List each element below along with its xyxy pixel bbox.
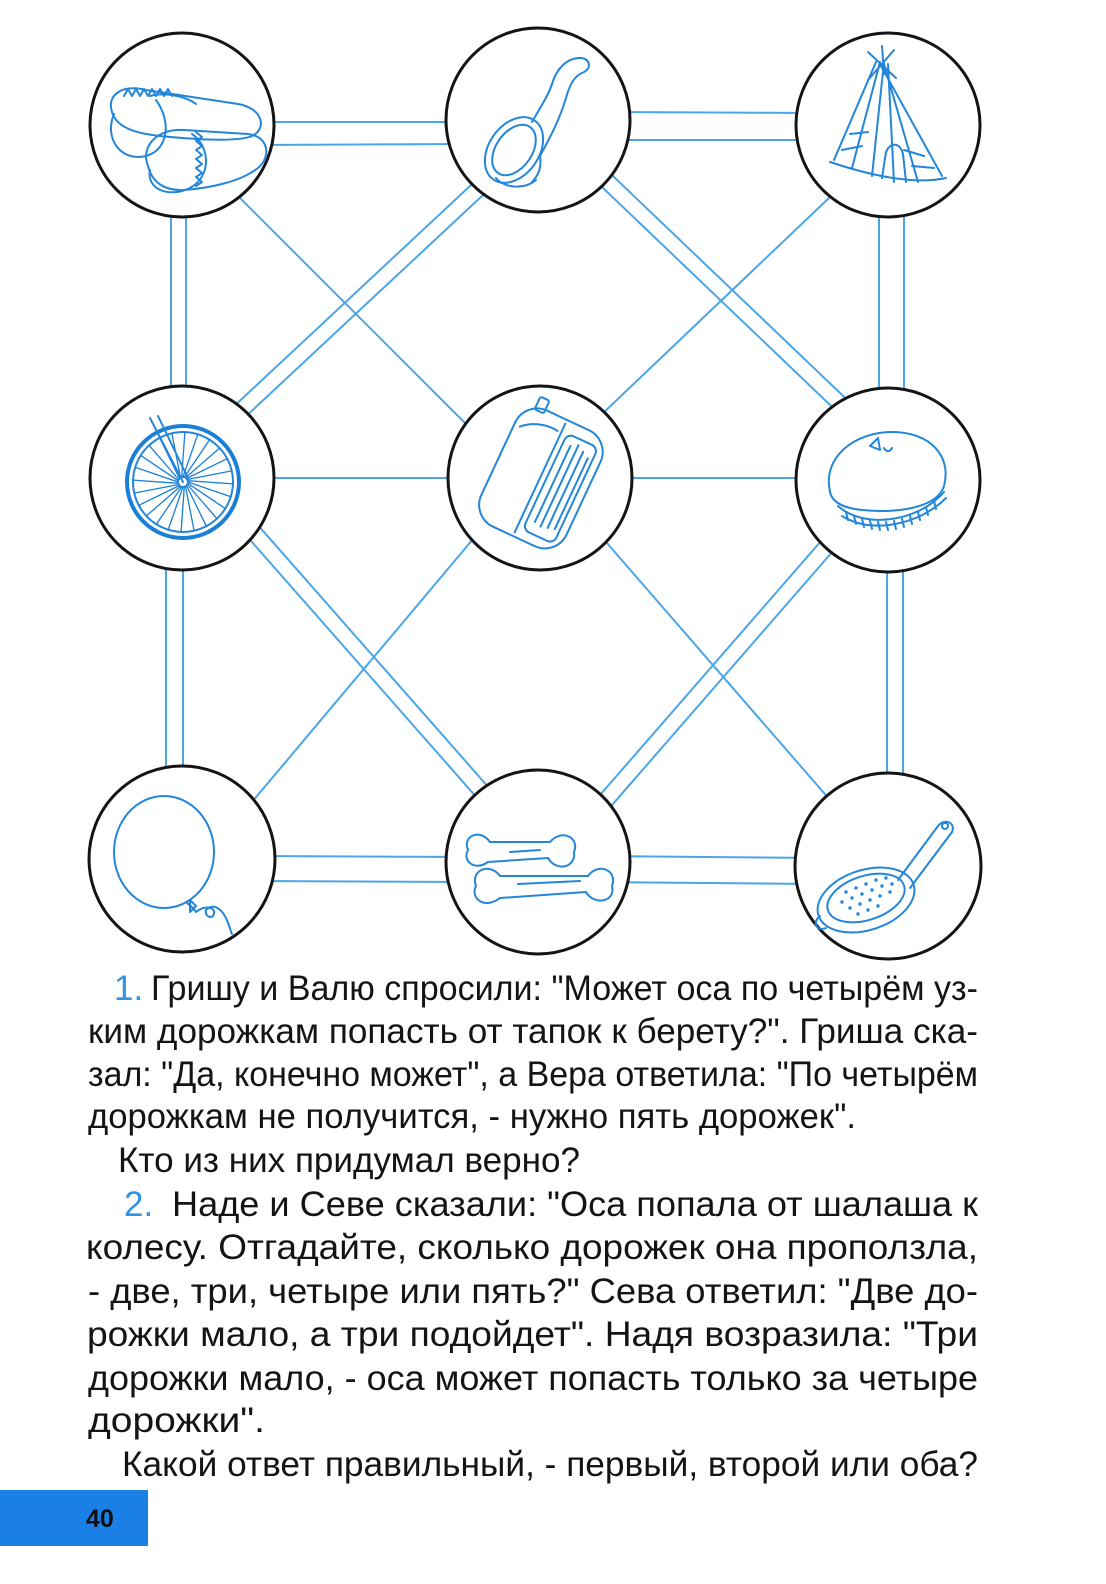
path-line: [215, 500, 500, 824]
node-circle: [446, 770, 630, 954]
page-number-tab: [0, 1490, 148, 1546]
node-dumbbells: [446, 770, 630, 954]
path-line: [592, 156, 862, 414]
task-1-line-4: дорожкам не получится, - нужно пять дорожек".: [88, 1097, 856, 1136]
task-2-line-3: - две, три, четыре или пять?" Сева ответил: "Две до-: [88, 1272, 978, 1311]
node-beret: [796, 388, 980, 572]
node-wheel: [90, 386, 274, 570]
path-line: [220, 507, 500, 840]
task-1-number: 1.: [114, 969, 144, 1008]
task-2-question: Какой ответ правильный, - первый, второй или оба?: [122, 1445, 978, 1484]
path-line: [580, 512, 850, 823]
task-2-line-2: колесу. Отгадайте, сколько дорожек она проползла,: [86, 1228, 979, 1267]
node-balloon: [89, 766, 275, 952]
task-1-question: Кто из них придумал верно?: [118, 1141, 580, 1180]
path-line: [600, 856, 820, 858]
picture-grid: [89, 28, 981, 959]
task-2-line-1: Наде и Севе сказали: "Оса попала от шалаша к: [172, 1185, 979, 1224]
node-circle: [89, 766, 275, 952]
node-circle: [796, 33, 980, 217]
path-line: [250, 144, 470, 145]
path-line: [582, 524, 857, 840]
path-line: [215, 158, 500, 424]
path-line: [580, 166, 850, 424]
path-line: [250, 881, 470, 882]
node-sieve-pan: [795, 773, 981, 959]
path-line: [570, 514, 845, 830]
task-1-line-3: зал: "Да, конечно может", а Вера ответила: "По четырём: [88, 1055, 978, 1094]
node-hut: [796, 33, 980, 217]
node-circle: [796, 388, 980, 572]
path-line: [600, 112, 820, 113]
task-2-line-6: дорожки".: [88, 1401, 265, 1440]
node-ladle: [446, 28, 630, 212]
page-tab-background: [0, 1490, 148, 1546]
path-line: [580, 178, 850, 435]
task-2-line-4: рожки мало, а три подойдет". Надя возразила: "Три: [87, 1315, 979, 1354]
path-line: [250, 856, 470, 857]
task-2-line-5: дорожки мало, - оса может попасть только за четыре: [88, 1359, 978, 1398]
task-2: [86, 1185, 979, 1484]
task-2-number: 2.: [124, 1185, 154, 1224]
task-1: [88, 969, 978, 1180]
node-circle: [795, 773, 981, 959]
node-pencil-case: [448, 386, 632, 570]
page-number: 40: [86, 1505, 114, 1533]
node-slippers: [90, 33, 274, 217]
task-1-line-1: Гришу и Валю спросили: "Может оса по четырём уз-: [151, 969, 978, 1008]
node-circle: [446, 28, 630, 212]
path-line: [228, 168, 512, 433]
path-line: [600, 882, 820, 884]
task-1-line-2: ким дорожкам попасть от тапок к берету?". Гриша ска-: [88, 1012, 978, 1051]
